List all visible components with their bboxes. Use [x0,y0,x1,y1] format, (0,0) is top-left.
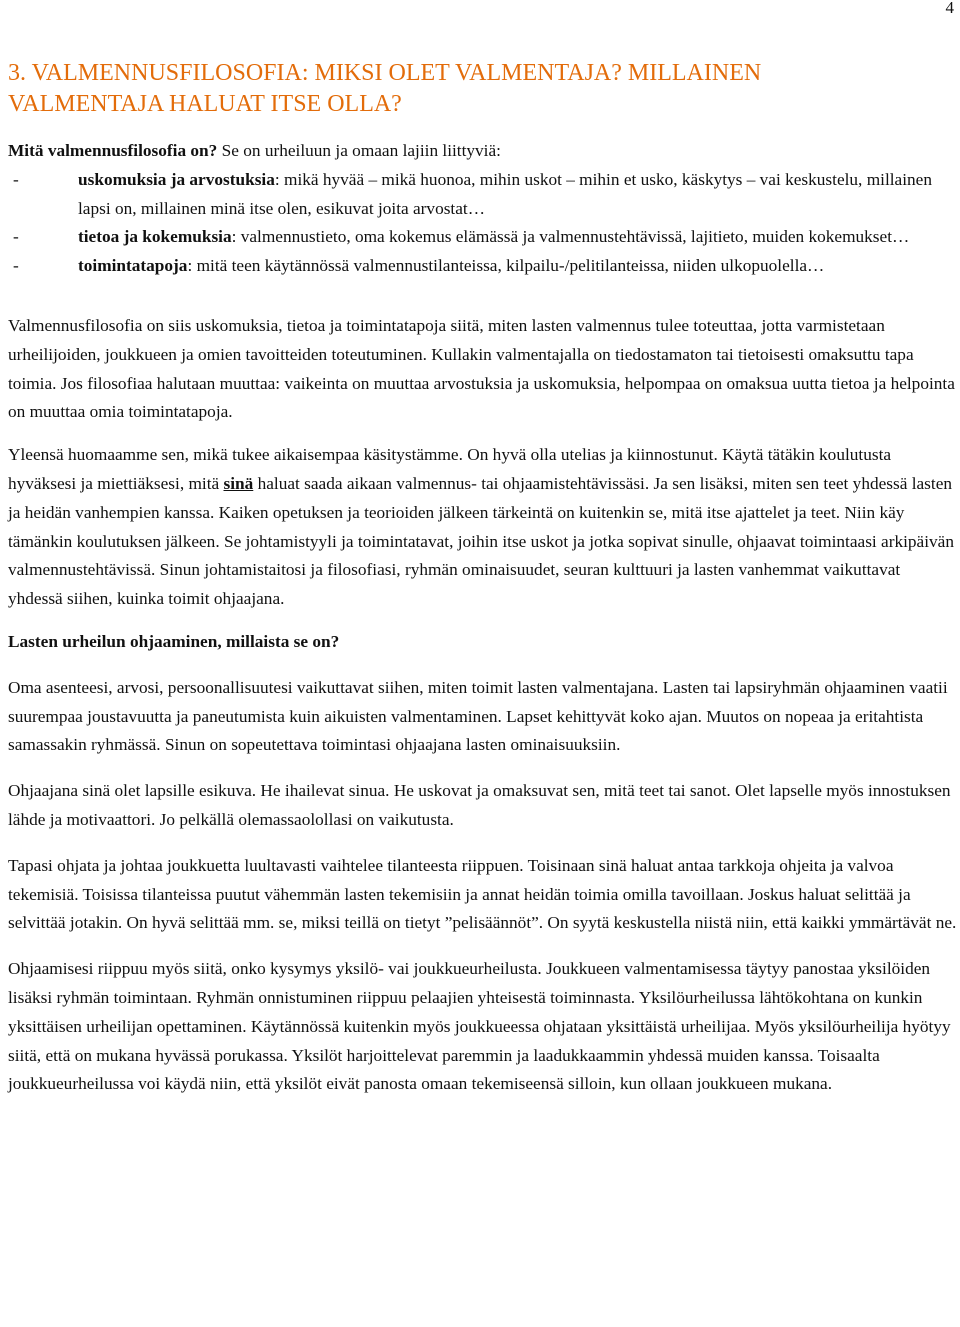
paragraph-curiosity-after: haluat saada aikaan valmennus- tai ohjaamistehtävissäsi. Ja sen lisäksi, miten sen teet yhdessä lasten ja heidän vanhempien kanssa. Kaiken opetuksen ja teorioiden jälkeen tärkeintä on kuitenkin se, mitä itse ajattelet ja teet. Niin käy tämänkin koulutuksen jälkeen. Se johtamistyyli ja toimintatavat, joihin itse uskot ja jotka sopivat sinulle, ohjaavat toimintaasi arkipäivän valmennustehtävissä. Sinun johtamistaitosi ja filosofiasi, ryhmän ominaisuudet, seuran kulttuuri ja lasten vanhemmat vaikuttavat yhdessä siihen, kuinka toimit ohjaajana. [8,473,954,609]
list-item-text: : mitä teen käytännössä valmennustilanteissa, kilpailu-/pelitilanteissa, niiden ulkopuolella… [187,256,825,276]
list-dash: - [13,169,19,189]
intro-question-rest: Se on urheiluun ja omaan lajiin liittyviä: [217,141,501,160]
paragraph-philosophy-summary: Valmennusfilosofia on siis uskomuksia, tietoa ja toimintatapoja siitä, miten lasten valmennus tulee toteuttaa, jotta varmistetaan urheilijoiden, joukkueen ja omien tavoitteiden toteutuminen. Kullakin valmentajalla on tiedostamaton tai tietoisesti omaksuttu tapa toimia. Jos filosofiaa halutaan muuttaa: vaikeinta on muuttaa arvostuksia ja uskomuksia, helpompaa on omaksua uutta tietoa ja helpointa on muuttaa omia toimintatapoja. [8,315,955,422]
intro-question [8,137,958,166]
list-item [8,166,958,224]
page-number: 4 [945,0,954,17]
paragraph-attitude: Oma asenteesi, arvosi, persoonallisuutesi vaikuttavat siihen, miten toimit lasten valmentajana. Lasten tai lapsiryhmän ohjaaminen vaatii suurempaa joustavuutta ja paneutumista kuin aikuisten valmentaminen. Lapset kehittyvät koko ajan. Muutos on nopeaa ja eritahtista samassakin ryhmässä. Sinun on sopeutettava toimintasi ohjaajana lasten ominaisuuksiin. [8,677,948,755]
paragraph-curiosity [8,441,958,614]
paragraph-individual-vs-team: Ohjaamisesi riippuu myös siitä, onko kysymys yksilö- vai joukkueurheilusta. Joukkueen valmentamisessa täytyy panostaa yksilöiden lisäksi ryhmän toimintaan. Ryhmän onnistuminen riippuu pelaajien yhteisestä toiminnasta. Yksilöurheilussa lähtökohtana on kunkin yksittäisen urheilijan opettaminen. Käytännössä kuitenkin myös joukkueessa ohjataan yksittäistä urheilijaa. Myös yksilöurheilija hyötyy siitä, että on mukana hyvässä porukassa. Yksilöt harjoittelevat paremmin ja laadukkaammin yhdessä muiden kanssa. Toisaalta joukkueurheilussa voi käydä niin, että yksilöt eivät panosta omaan tekemiseensä silloin, kun ollaan joukkueen mukana. [8,959,951,1094]
list-item-text: : valmennustieto, oma kokemus elämässä ja valmennustehtävissä, lajitieto, muiden kokemukset… [231,227,910,247]
document-page [8,58,958,1099]
chapter-heading [8,58,958,120]
list-item-term: toimintatapoja [78,256,188,276]
list-item-term: tietoa ja kokemuksia [78,227,232,247]
section-subheading: Lasten urheilun ohjaaminen, millaista se on? [8,631,340,651]
list-item-text: : mikä hyvää – mikä huonoa, mihin uskot – mihin et usko, käskytys – vai keskustelu, millainen lapsi on, millainen minä itse olen, esikuvat joita arvostat… [78,169,932,218]
chapter-heading-line-1: 3. VALMENNUSFILOSOFIA: MIKSI OLET VALMENTAJA? MILLAINEN [8,60,762,86]
philosophy-components-list [8,166,958,281]
paragraph-leadership-style: Tapasi ohjata ja johtaa joukkuetta luultavasti vaihtelee tilanteesta riippuen. Toisinaan sinä haluat antaa tarkkoja ohjeita ja valvoa tekemisiä. Toisissa tilanteissa puutut vähemmän lasten tekemisiin ja annat heidän toimia omilla tavoillaan. Joskus haluat selittää ja selvittää jotakin. On hyvä selittää mm. se, miksi teillä on tietyt ”pelisäännöt”. On syytä keskustella niistä niin, että kaikki ymmärtävät ne. [8,855,957,933]
list-item [8,223,958,252]
list-item-term: uskomuksia ja arvostuksia [78,169,275,189]
list-dash: - [13,256,19,276]
paragraph-role-model: Ohjaajana sinä olet lapsille esikuva. He ihailevat sinua. He uskovat ja omaksuvat sen, mitä teet tai sanot. Olet lapselle myös innostuksen lähde ja motivaattori. Jo pelkällä olemassaolollasi on vaikutusta. [8,781,951,829]
emphasis-sina: sinä [223,473,254,493]
paragraph-curiosity-before: Yleensä huomaamme sen, mikä tukee aikaisempaa käsitystämme. On hyvä olla utelias ja kiinnostunut. Käytä tätäkin koulutusta hyväksesi ja miettiäksesi, mitä [8,445,892,493]
chapter-heading-line-2: VALMENTAJA HALUAT ITSE OLLA? [8,91,402,117]
list-dash: - [13,227,19,247]
list-item [8,252,958,281]
intro-question-bold: Mitä valmennusfilosofia on? [8,141,218,160]
